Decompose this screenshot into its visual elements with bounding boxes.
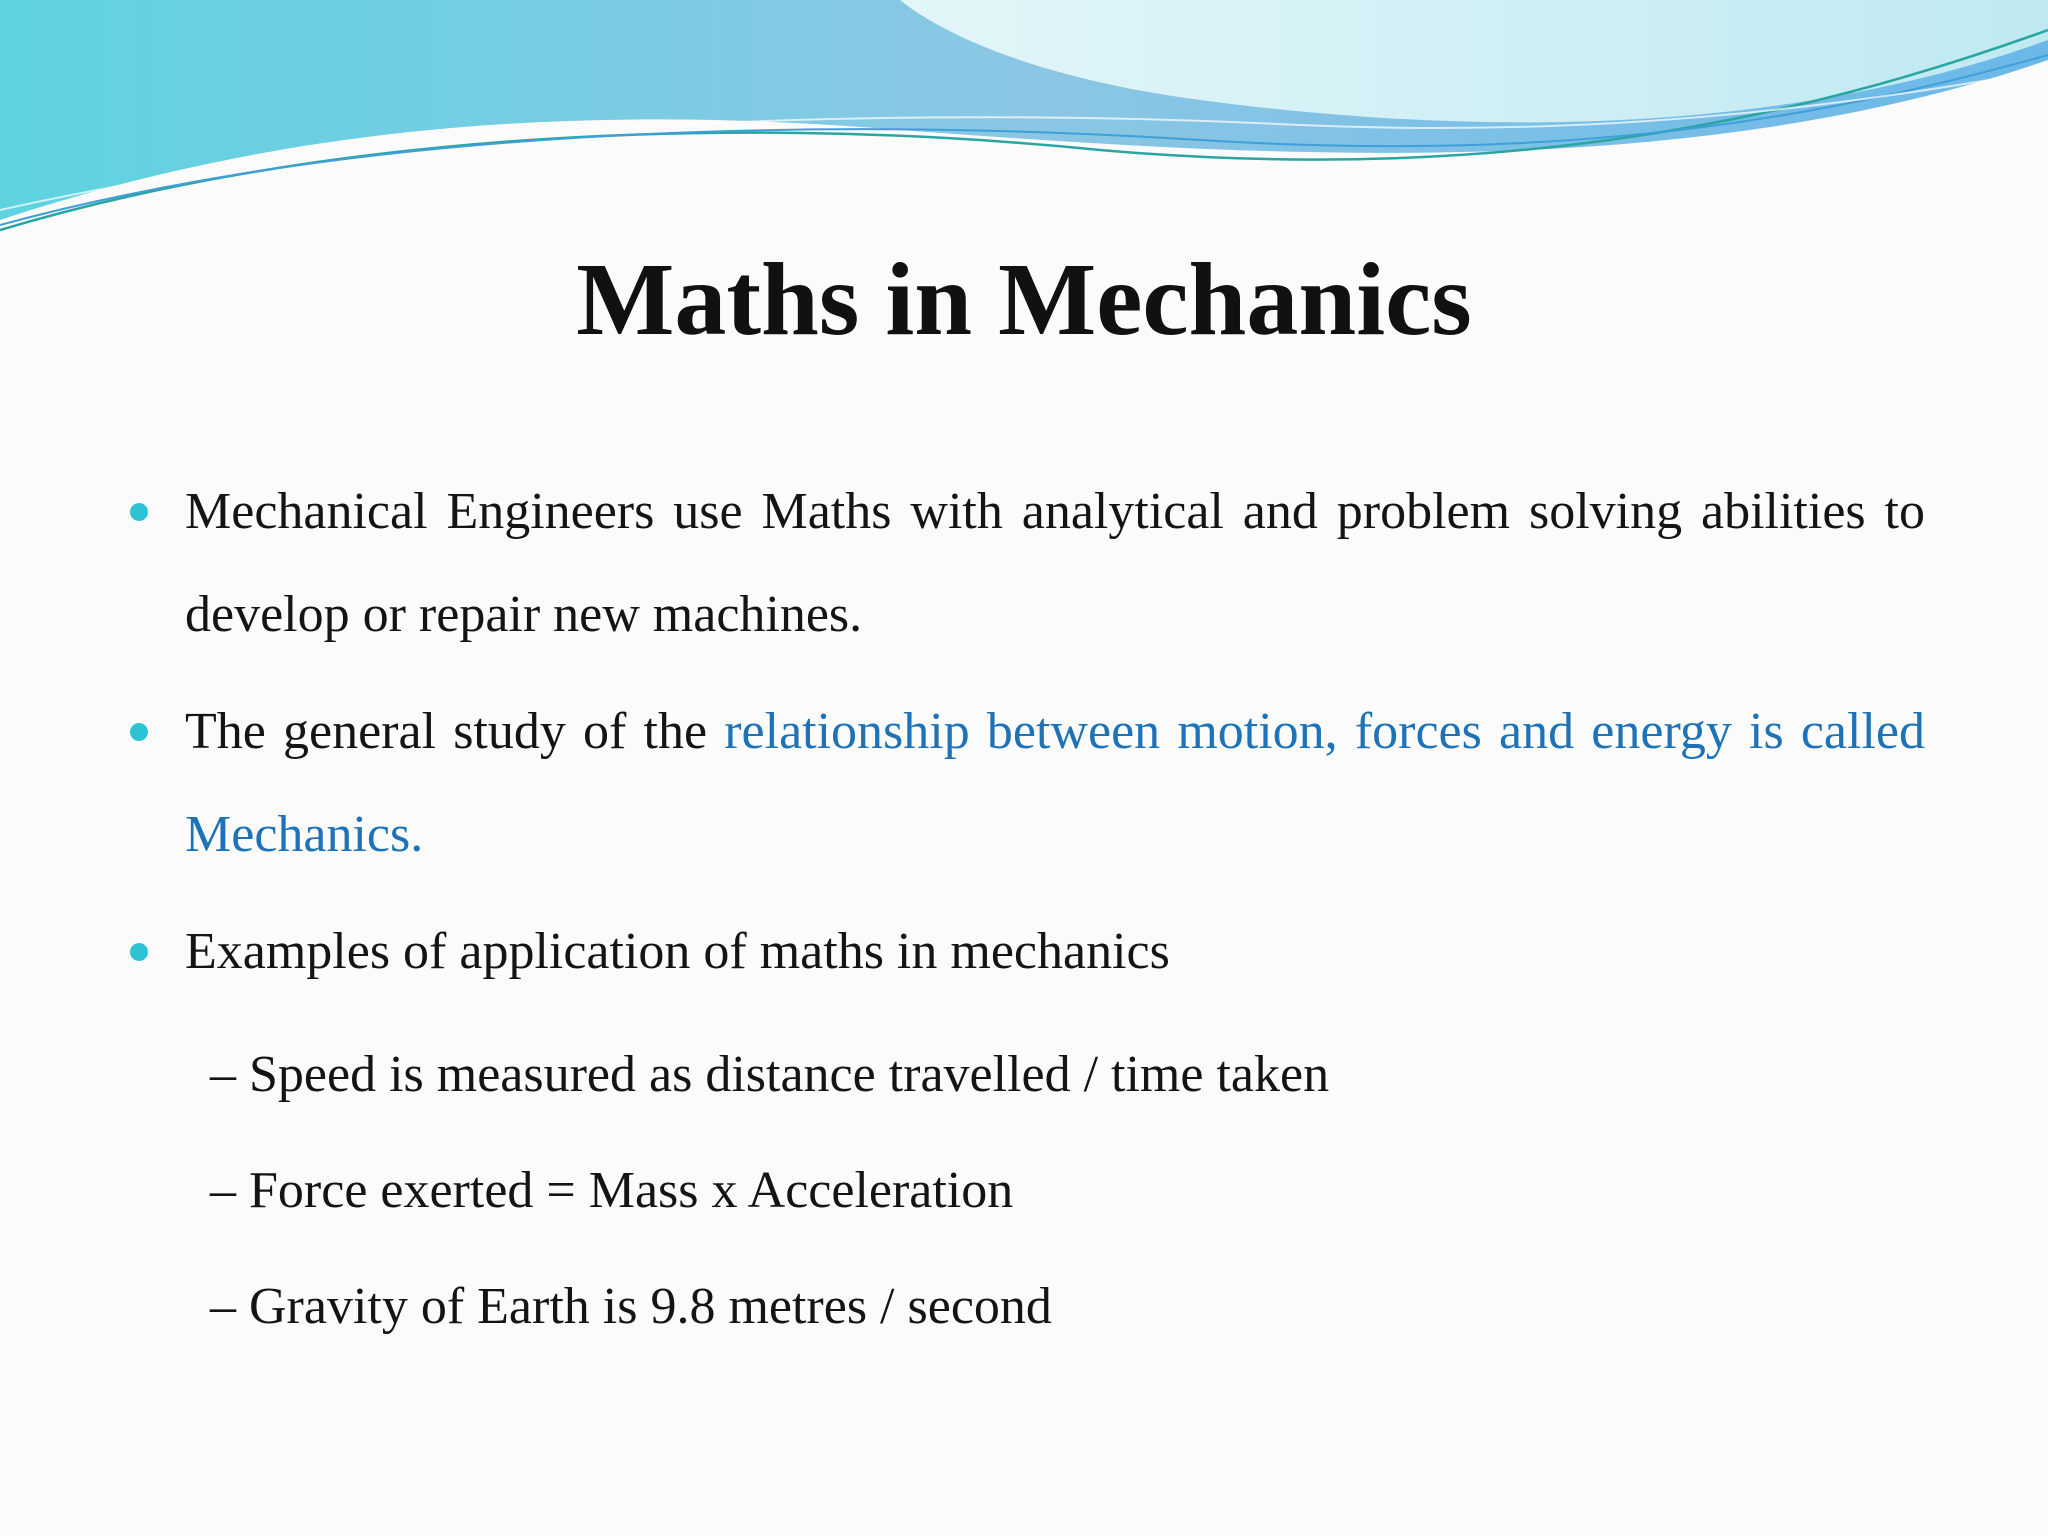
bullet-dot-icon [130,943,148,961]
bullet-text: Examples of application of maths in mechanics [185,923,1170,980]
sub-bullet-list [130,1017,1925,1365]
bullet-text-plain: The general study of the [185,703,725,760]
sub-item-speed: – Speed is measured as distance travelled / time taken [210,1046,1330,1103]
bullet-dot-icon [130,723,148,741]
bullet-item-3 [130,900,1925,1003]
bullet-item-2 [130,680,1925,886]
sub-item-gravity: – Gravity of Earth is 9.8 metres / second [210,1278,1052,1335]
header-wave-decoration [0,0,2048,240]
slide-title: Maths in Mechanics [576,242,1472,357]
bullet-dot-icon [130,503,148,521]
bullet-text: Mechanical Engineers use Maths with analytical and problem solving abilities to develop or repair new machines. [185,483,1925,643]
bullet-list [130,460,1925,1365]
bullet-text-highlight: relationship between motion, forces and energy is called Mechanics. [185,703,1925,863]
sub-item-force: – Force exerted = Mass x Acceleration [210,1162,1014,1219]
bullet-item-1 [130,460,1925,666]
